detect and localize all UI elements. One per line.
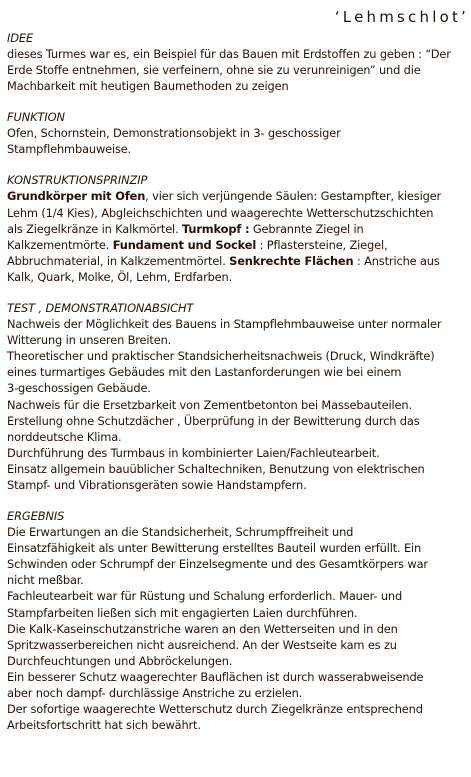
section-heading: ERGEBNIS xyxy=(7,509,65,524)
text-line: Arbeitsfortschritt hat sich bewährt. xyxy=(7,718,201,733)
section-heading: TEST , DEMONSTRATIONABSICHT xyxy=(7,301,194,316)
text-line: aber noch dampf- durchlässige Anstriche zu erzielen. xyxy=(7,686,303,700)
text-line: norddeutsche Klima. xyxy=(7,429,122,444)
text-line: dieses Turmes war es, ein Beispiel für das Bauen mit Erdstoffen zu geben : “Der xyxy=(7,47,451,61)
text-line: Schwinden oder Schrumpf der Einzelsegmente und des Gesamtkörpers war xyxy=(7,557,428,572)
text-line: Ein besserer Schutz waagerechter Bauflächen ist durch wasserabweisende xyxy=(7,669,424,684)
text-line: 3-geschossigen Gebäude. xyxy=(7,381,151,396)
bold-term: Senkrechte Flächen xyxy=(229,253,354,268)
text-line: Kalk, Quark, Molke, Öl, Lehm, Erdfarben. xyxy=(7,269,233,284)
text-line: Erde Stoffe entnehmen, sie verfeinern, ohne sie zu verunreinigen” und die xyxy=(7,63,421,78)
bold-term: Grundkörper mit Ofen xyxy=(7,189,146,204)
bold-term: Fundament und Sockel xyxy=(112,237,257,252)
text-line: Lehm (1/4 Kies), Abgleichschichten und waagerechte Wetterschutzschichten xyxy=(7,205,434,220)
text-line: Abbruchmaterial, in Kalkzementmörtel. Senkrechte Flächen : Anstriche aus xyxy=(7,253,440,268)
text-line: Nachweis für die Ersetzbarkeit von Zementbetonton bei Massebauteilen. xyxy=(7,397,412,412)
text-line: Kalkzementmörte. Fundament und Sockel : Pflastersteine, Ziegel, xyxy=(7,237,388,252)
text-line: Stampf- und Vibrationsgeräten sowie Handstampfern. xyxy=(7,477,307,492)
text-line: als Ziegelkränze in Kalkmörtel. Turmkopf : Gebrannte Ziegel in xyxy=(7,221,364,236)
text-line: Witterung in unseren Breiten. xyxy=(7,333,172,348)
text-line: Nachweis der Möglichkeit des Bauens in Stampflehmbauweise unter normaler xyxy=(7,317,442,332)
text-line: Grundkörper mit Ofen, vier sich verjüngende Säulen: Gestampfter, kiesiger xyxy=(7,189,442,204)
section-konstruktion xyxy=(7,172,469,285)
text-line: Einsatzfähigkeit als unter Bewitterung erstelltes Bauteil wurden erfüllt. Ein xyxy=(7,541,422,556)
text-line: Machbarkeit mit heutigen Baumethoden zu zeigen xyxy=(7,79,289,94)
text-line: Die Erwartungen an die Standsicherheit, Schrumpffreiheit und xyxy=(7,525,354,540)
section-heading: IDEE xyxy=(7,31,34,45)
text-line: Theoretischer und praktischer Standsicherheitsnachweis (Druck, Windkräfte) xyxy=(7,349,435,364)
bold-term: Turmkopf : xyxy=(182,221,250,236)
section-heading: KONSTRUKTIONSPRINZIP xyxy=(7,173,148,188)
document-title: ‘Lehmschlot’ xyxy=(334,8,469,26)
text-line: Spritzwasserbereichen nicht ausreichend. An der Westseite kam es zu xyxy=(7,637,397,652)
section-ergebnis xyxy=(7,508,469,733)
section-test xyxy=(7,300,469,493)
document-body xyxy=(7,12,469,733)
text-line: Fachleutearbeit war für Rüstung und Schalung erforderlich. Mauer- und xyxy=(7,589,403,604)
text-line: Der sofortige waagerechte Wetterschutz durch Ziegelkränze entsprechend xyxy=(7,702,423,717)
text-line: Ofen, Schornstein, Demonstrationsobjekt in 3- geschossiger xyxy=(7,126,341,141)
text-line: nicht meßbar. xyxy=(7,573,84,588)
text-line: Einsatz allgemein bauüblicher Schaltechniken, Benutzung von elektrischen xyxy=(7,461,425,476)
text-line: Durchführung des Turmbaus in kombinierter Laien/Fachleutearbeit. xyxy=(7,445,380,460)
section-heading: FUNKTION xyxy=(7,110,65,125)
section-funktion xyxy=(7,109,469,157)
text-line: Erstellung ohne Schutzdächer , Überprüfung in der Bewitterung durch das xyxy=(7,413,420,428)
text-line: Durchfeuchtungen und Abbröckelungen. xyxy=(7,653,233,668)
text-line: eines turmartiges Gebäudes mit den Lastanforderungen wie bei einem xyxy=(7,365,402,380)
text-line: Stampflehmbauweise. xyxy=(7,142,132,157)
text-line: Die Kalk-Kaseinschutzanstriche waren an den Wetterseiten und in den xyxy=(7,621,398,636)
section-idee xyxy=(7,30,469,94)
text-line: Stampfarbeiten ließen sich mit engagierten Laien durchführen. xyxy=(7,605,358,620)
